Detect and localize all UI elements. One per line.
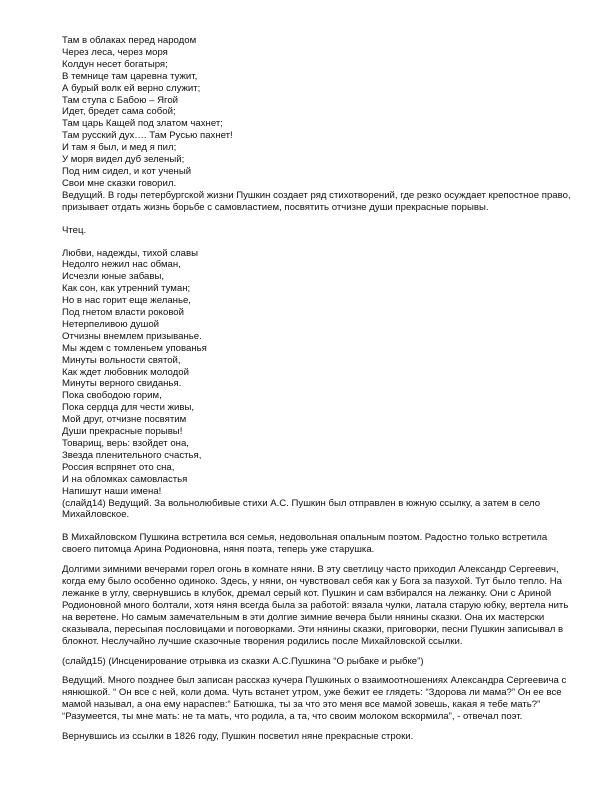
poem-line: Под гнетом власти роковой (62, 307, 185, 319)
poem-line: Там царь Кащей под златом чахнет; (62, 118, 223, 130)
poem-line: Идет, бредет сама собой; (62, 106, 176, 118)
poem-line: Россия вспрянет ото сна, (62, 461, 175, 473)
poem-line: Напишут наши имена! (62, 485, 162, 497)
poem-line: А бурый волк ей верно служит; (62, 82, 201, 94)
poem-line: Свои мне сказки говорил. (62, 177, 177, 189)
paragraph-slide-14: (слайд14) Ведущий. За вольнолюбивые стихи А.С. Пушкин был отправлен в южную ссылку, а затем в село Михайловское. (62, 497, 541, 521)
poem-line: Мы ждем с томленьем упованья (62, 342, 207, 354)
poem-line: Недолго нежил нас обман, (62, 259, 181, 271)
poem-line: Там ступа с Бабою – Ягой (62, 94, 179, 106)
poem-line: У моря видел дуб зеленый; (62, 154, 185, 166)
poem-line: Но в нас горит еще желанье, (62, 295, 191, 307)
poem-to-chaadaev (62, 248, 572, 498)
poem-line: Пока свободою горим, (62, 390, 162, 402)
reader-label: Чтец. (62, 224, 87, 236)
paragraph-slide-15: (слайд15) (Инсценирование отрывка из сказки А.С.Пушкина “О рыбаке и рыбке”) (62, 655, 424, 667)
poem-line: И на обломках самовластья (62, 473, 188, 485)
poem-line: Под ним сидел, и кот ученый (62, 165, 192, 177)
paragraph-winter-evenings: Долгими зимними вечерами горел огонь в комнате няни. В эту светлицу часто приходил Александр Сергеевич, когда ему было особенно одиноко. Здесь, у няни, он чувствовал себя как у Бога за пазухой. Тут было тепло. На лежанке в углу, свернувшись в клубок, дремал серый кот. Пушкин и сам взбирался на лежанку. Они с Ариной Родионовной много болтали, хотя няня всегда была за работой: вязала чулки, латала старую юбку, вертела нить на веретене. Но самым замечательным в эти долгие зимние вечера были нянины сказки. Она их мастерски сказывала, пересыпая пословицами и поговорками. Эти нянины сказки, приговорки, песни Пушкин записывал в блокнот. Неслучайно лучшие сказочные творения родились после Михайловской ссылки. (62, 564, 569, 647)
poem-line: Отчизны внемлем призыванье. (62, 330, 202, 342)
poem-line: Как ждет любовник молодой (62, 366, 189, 378)
paragraph-host-petersburg: Ведущий. В годы петербургской жизни Пушкин создает ряд стихотворений, где резко осуждает крепостное право, призывает отдать жизнь борьбе с самовластием, посвятить отчизне души прекрасные порывы. (62, 189, 571, 213)
paragraph-mikhailovskoe: В Михайловском Пушкина встретила вся семья, недовольная опальным поэтом. Радостно только встретила своего питомца Арина Родионовна, няня поэта, теперь уже старушка. (62, 532, 548, 556)
poem-line: Мой друг, отчизне посвятим (62, 414, 187, 426)
poem-line: И там я был, и мед я пил; (62, 142, 177, 154)
poem-line: Товарищ, верь: взойдет она, (62, 438, 189, 449)
poem-excerpt-lukomorye (62, 35, 572, 190)
paragraph-coachman-story: Ведущий. Много позднее был записан рассказ кучера Пушкиных о взаимоотношениях Александра Сергеевича с нянюшкой. “ Он все с ней, коли дома. Чуть встанет утром, уже бежит ее глядеть: “Здорова ли мама?” Он ее все мамой называл, а она ему нараспев:“ Батюшка, ты за что это меня все мамой зовешь, какая я тебе мать?” “Разумеется, ты мне мать: не та мать, что родила, а та, что своим молоком вскормила”, - отвечал поэт. (62, 675, 567, 723)
paragraph-return-1826: Вернувшись из ссылки в 1826 году, Пушкин посветил няне прекрасные строки. (62, 731, 414, 743)
poem-line: Как сон, как утренний туман; (62, 283, 191, 295)
poem-line: Исчезли юные забавы, (62, 271, 165, 283)
poem-line: Там в облаках перед народом (62, 35, 197, 46)
poem-line: Минуты вольности святой, (62, 354, 181, 366)
poem-line: Души прекрасные порывы! (62, 426, 183, 438)
poem-line: Пока сердца для чести живы, (62, 402, 195, 414)
poem-line: Там русский дух…. Там Русью пахнет! (62, 130, 233, 142)
poem-line: Нетерпеливою душой (62, 318, 160, 330)
poem-line: Через леса, через моря (62, 46, 168, 58)
poem-line: Колдун несет богатыря; (62, 58, 168, 70)
poem-line: В темнице там царевна тужит, (62, 70, 198, 82)
poem-line: Любви, надежды, тихой славы (62, 247, 198, 259)
poem-line: Звезда пленительного счастья, (62, 449, 202, 461)
poem-line: Минуты верного свиданья. (62, 378, 182, 390)
